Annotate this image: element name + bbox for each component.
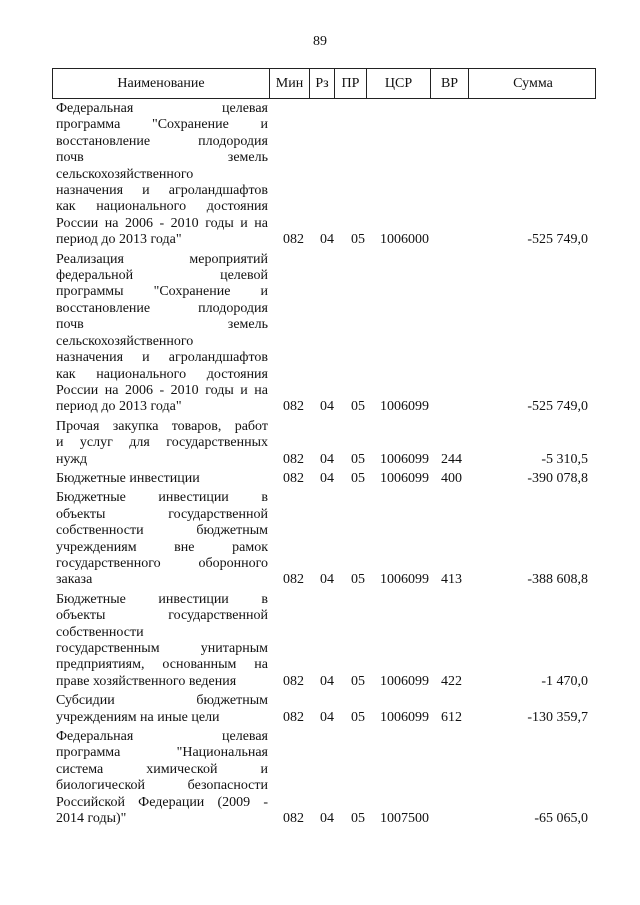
row-name (56, 101, 268, 249)
min-code: 082 (283, 470, 304, 486)
sum-value: -390 078,8 (527, 470, 588, 486)
column-header-pr: ПР (334, 69, 366, 98)
table-header (52, 68, 596, 99)
row-codes (0, 811, 640, 827)
rz-code: 04 (320, 470, 334, 486)
row-codes (0, 399, 640, 415)
row-name-line: программа "Сохранение и (56, 117, 268, 133)
rz-code: 04 (320, 232, 334, 248)
table-row (0, 419, 640, 468)
column-header-sum: Сумма (468, 69, 597, 98)
row-name (56, 252, 268, 416)
row-name-line: восстановление плодородия (56, 133, 268, 149)
csr-code: 1007500 (380, 811, 429, 827)
table-row (0, 592, 640, 690)
rz-code: 04 (320, 673, 334, 689)
rz-code: 04 (320, 451, 334, 467)
csr-code: 1006000 (380, 232, 429, 248)
sum-value: -388 608,8 (527, 572, 588, 588)
column-header-vr: ВР (430, 69, 468, 98)
table-row (0, 101, 640, 249)
rz-code: 04 (320, 399, 334, 415)
row-name-line: предприятиям, основанным на (56, 657, 268, 673)
pr-code: 05 (351, 470, 365, 486)
row-name-line: система химической и (56, 761, 268, 777)
row-codes (0, 674, 640, 690)
row-codes (0, 572, 640, 588)
vr-code: 244 (441, 451, 462, 467)
pr-code: 05 (351, 811, 365, 827)
row-name-line: Бюджетные инвестиции в (56, 591, 268, 607)
row-name-line: программа "Национальная (56, 745, 268, 761)
min-code: 082 (283, 811, 304, 827)
pr-code: 05 (351, 451, 365, 467)
row-name-line: программы "Сохранение и (56, 284, 268, 300)
row-name-line: России на 2006 - 2010 годы и на (56, 382, 268, 398)
row-name-line: учреждениям на иные цели (56, 709, 220, 725)
vr-code: 612 (441, 709, 462, 725)
table-row (0, 693, 640, 726)
row-name-line: собственности бюджетным (56, 523, 268, 539)
min-code: 082 (283, 232, 304, 248)
row-name-line: Федеральная целевая (56, 729, 268, 745)
vr-code: 413 (441, 572, 462, 588)
sum-value: -525 749,0 (527, 399, 588, 415)
pr-code: 05 (351, 399, 365, 415)
row-codes (0, 452, 640, 468)
pr-code: 05 (351, 232, 365, 248)
vr-code: 400 (441, 470, 462, 486)
rz-code: 04 (320, 811, 334, 827)
row-name-line: Субсидии бюджетным (56, 693, 268, 709)
csr-code: 1006099 (380, 470, 429, 486)
column-header-csr: ЦСР (366, 69, 430, 98)
sum-value: -5 310,5 (541, 451, 588, 467)
min-code: 082 (283, 673, 304, 689)
row-name-line: назначения и агроландшафтов (56, 183, 268, 199)
table-row (0, 490, 640, 588)
row-name-line: назначения и агроландшафтов (56, 350, 268, 366)
column-header-rz: Рз (309, 69, 334, 98)
row-name-line: Бюджетные инвестиции (56, 470, 200, 486)
row-name-line: объекты государственной (56, 608, 268, 624)
row-name-line: государственным унитарным (56, 641, 268, 656)
row-name-line: учреждениям вне рамок (56, 539, 268, 555)
sum-value: -130 359,7 (527, 709, 588, 725)
row-name-line: почв земель (56, 150, 268, 166)
row-name-line: Федеральная целевая (56, 101, 268, 116)
column-header-min: Мин (269, 69, 309, 98)
row-name-line: Прочая закупка товаров, работ (56, 418, 268, 434)
row-name-line: период до 2013 года" (56, 232, 182, 248)
csr-code: 1006099 (380, 451, 429, 467)
table-row (0, 729, 640, 827)
rz-code: 04 (320, 572, 334, 588)
row-name-line: как национального достояния (56, 366, 268, 382)
row-codes (0, 710, 640, 726)
pr-code: 05 (351, 572, 365, 588)
min-code: 082 (283, 399, 304, 415)
row-name-line: собственности (56, 624, 144, 640)
row-name-line: Бюджетные инвестиции в (56, 490, 268, 506)
row-name-line: заказа (56, 572, 93, 588)
row-name-line: Реализация мероприятий (56, 251, 268, 267)
row-name-line: сельскохозяйственного (56, 166, 194, 182)
column-header-name: Наименование (117, 75, 205, 91)
table-body (0, 101, 640, 830)
row-codes (0, 471, 640, 487)
sum-value: -1 470,0 (541, 673, 588, 689)
row-name-line: как национального достояния (56, 199, 268, 215)
row-name-line: федеральной целевой (56, 268, 268, 284)
pr-code: 05 (351, 673, 365, 689)
csr-code: 1006099 (380, 709, 429, 725)
table-row (0, 252, 640, 416)
vr-code: 422 (441, 673, 462, 689)
rz-code: 04 (320, 709, 334, 725)
sum-value: -525 749,0 (527, 232, 588, 248)
min-code: 082 (283, 572, 304, 588)
row-name-line: нужд (56, 451, 88, 467)
row-codes (0, 232, 640, 248)
row-name-line: биологической безопасности (56, 778, 268, 794)
csr-code: 1006099 (380, 399, 429, 415)
csr-code: 1006099 (380, 673, 429, 689)
pr-code: 05 (351, 709, 365, 725)
row-name-line: государственного оборонного (56, 555, 268, 571)
sum-value: -65 065,0 (534, 811, 588, 827)
table-row (0, 471, 640, 487)
row-name-line: почв земель (56, 317, 268, 333)
row-name-line: 2014 годы)" (56, 811, 127, 827)
row-name-line: сельскохозяйственного (56, 333, 194, 349)
row-name-line: период до 2013 года" (56, 399, 182, 415)
page-number: 89 (313, 34, 327, 49)
row-name-line: России на 2006 - 2010 годы и на (56, 215, 268, 231)
row-name-line: восстановление плодородия (56, 300, 268, 316)
row-name-line: Российской Федерации (2009 - (56, 794, 268, 810)
row-name-line: праве хозяйственного ведения (56, 673, 237, 689)
min-code: 082 (283, 709, 304, 725)
min-code: 082 (283, 451, 304, 467)
csr-code: 1006099 (380, 572, 429, 588)
row-name-line: и услуг для государственных (56, 435, 268, 451)
row-name-line: объекты государственной (56, 506, 268, 522)
